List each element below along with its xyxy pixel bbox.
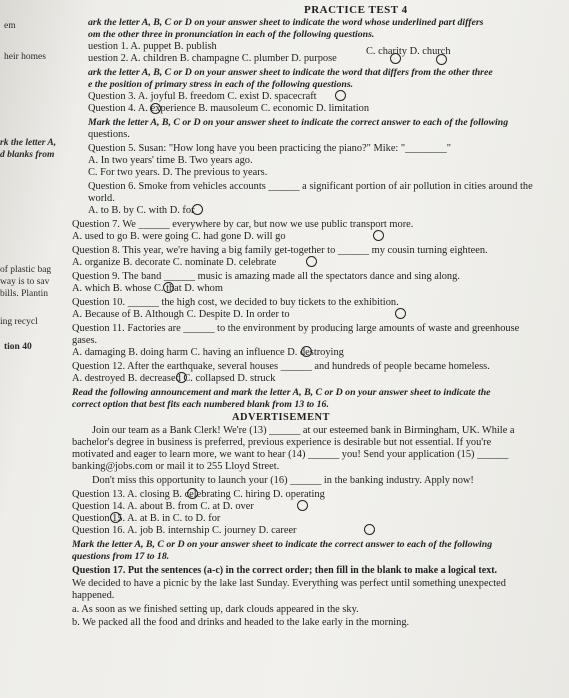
question-line: uestion 1. A. puppet B. publish bbox=[88, 41, 217, 52]
margin-note: of plastic bag bbox=[0, 265, 52, 275]
question-line: Question 4. A. experience B. mausoleum C. economic D. limitation bbox=[88, 103, 370, 114]
option-line: A. Because of B. Although C. Despite D. In order to bbox=[72, 309, 290, 320]
answer-mark bbox=[297, 500, 308, 511]
question-line: Question 17. Put the sentences (a-c) in the correct order; then fill in the blank to make a logical text. bbox=[72, 565, 498, 576]
instruction-text: Mark the letter A, B, C or D on your answer sheet to indicate the correct answer to each of the following bbox=[88, 117, 509, 128]
answer-mark bbox=[110, 512, 121, 523]
question-line: Question 13. A. closing B. celebrating C. hiring D. operating bbox=[72, 489, 325, 500]
answer-mark bbox=[364, 524, 375, 535]
instruction-text: Mark the letter A, B, C or D on your answer sheet to indicate the correct answer to each of the following bbox=[72, 539, 493, 550]
answer-mark bbox=[395, 308, 406, 319]
answer-mark bbox=[163, 282, 174, 293]
option-line: C. For two years. D. The previous to years. bbox=[88, 167, 268, 178]
passage-line: banking@jobs.com or mail it to 255 Lloyd Street. bbox=[72, 461, 280, 472]
answer-mark bbox=[335, 90, 346, 101]
question-line: C. charity D. church bbox=[366, 46, 451, 57]
answer-mark bbox=[390, 53, 401, 64]
answer-mark bbox=[187, 488, 198, 499]
question-line: Question 3. A. joyful B. freedom C. exist D. spacecraft bbox=[88, 91, 317, 102]
option-line: A. to B. by C. with D. for bbox=[88, 205, 195, 216]
question-line: Question 7. We ______ everywhere by car, but now we use public transport more. bbox=[72, 219, 414, 230]
margin-note: tion 40 bbox=[4, 342, 32, 352]
instruction-text: ark the letter A, B, C or D on your answer sheet to indicate the word whose underlined part differs bbox=[88, 17, 484, 28]
question-line: Question 16. A. job B. internship C. journey D. career bbox=[72, 525, 297, 536]
question-line: world. bbox=[88, 193, 115, 204]
instruction-text: e the position of primary stress in each of the following questions. bbox=[88, 79, 354, 90]
question-line: Question 15. A. at B. in C. to D. for bbox=[72, 513, 221, 524]
question-line: Question 14. A. about B. from C. at D. over bbox=[72, 501, 254, 512]
option-line: A. which B. whose C. that D. whom bbox=[72, 283, 223, 294]
page-title: PRACTICE TEST 4 bbox=[304, 4, 408, 16]
answer-mark bbox=[176, 372, 187, 383]
instruction-text: om the other three in pronunciation in each of the following questions. bbox=[88, 29, 375, 40]
answer-mark bbox=[306, 256, 317, 267]
passage-line: motivated and eager to learn more, we want to hear (14) ______ you! Send your application (15) ______ bbox=[72, 449, 509, 460]
passage-line: Join our team as a Bank Clerk! We're (13) ______ at our esteemed bank in Birmingham, UK. While a bbox=[92, 425, 515, 436]
margin-note: em bbox=[4, 21, 16, 31]
question-line: Question 10. ______ the high cost, we decided to buy tickets to the exhibition. bbox=[72, 297, 399, 308]
margin-note: bills. Plantin bbox=[0, 289, 49, 299]
question-line: Question 11. Factories are ______ to the environment by producing large amounts of waste and greenhouse bbox=[72, 323, 520, 334]
instruction-text: correct option that best fits each numbered blank from 13 to 16. bbox=[72, 399, 329, 410]
answer-mark bbox=[436, 54, 447, 65]
option-line: A. destroyed B. decreased C. collapsed D. struck bbox=[72, 373, 276, 384]
passage-line: b. We packed all the food and drinks and headed to the lake early in the morning. bbox=[72, 617, 410, 628]
question-line: Question 8. This year, we're having a big family get-together to ______ my cousin turning eighteen. bbox=[72, 245, 488, 256]
instruction-text: questions. bbox=[88, 129, 130, 140]
question-line: Question 9. The band ______ music is amazing made all the spectators dance and sing along. bbox=[72, 271, 460, 282]
instruction-text: questions from 17 to 18. bbox=[72, 551, 170, 562]
question-line: gases. bbox=[72, 335, 98, 346]
question-line: Question 6. Smoke from vehicles accounts ______ a significant portion of air pollution in cities around the bbox=[88, 181, 533, 192]
answer-mark bbox=[301, 346, 312, 357]
passage-line: We decided to have a picnic by the lake last Sunday. Everything was perfect until something unexpected bbox=[72, 578, 506, 589]
option-line: A. organize B. decorate C. nominate D. celebrate bbox=[72, 257, 277, 268]
margin-note: way is to sav bbox=[0, 277, 50, 287]
passage-line: Don't miss this opportunity to launch your (16) ______ in the banking industry. Apply now! bbox=[92, 475, 474, 486]
instruction-text: ark the letter A, B, C or D on your answer sheet to indicate the word that differs from the other three bbox=[88, 67, 493, 78]
question-line: Question 12. After the earthquake, several houses ______ and hundreds of people became homeless. bbox=[72, 361, 490, 372]
passage-line: happened. bbox=[72, 590, 115, 601]
question-line: Question 5. Susan: "How long have you been practicing the piano?" Mike: "________" bbox=[88, 143, 451, 154]
passage-line: bachelor's degree in business is preferred, previous experience is desirable but not essential. If you're bbox=[72, 437, 492, 448]
instruction-text: Read the following announcement and mark the letter A, B, C or D on your answer sheet to indicate the bbox=[72, 387, 491, 398]
option-line: A. In two years' time B. Two years ago. bbox=[88, 155, 253, 166]
margin-note: ing recycl bbox=[0, 317, 38, 327]
passage-line: a. As soon as we finished setting up, dark clouds appeared in the sky. bbox=[72, 604, 359, 615]
answer-mark bbox=[192, 204, 203, 215]
margin-note: rk the letter A, bbox=[0, 138, 57, 148]
margin-note: heir homes bbox=[4, 52, 46, 62]
question-line: uestion 2. A. children B. champagne C. plumber D. purpose bbox=[88, 53, 337, 64]
option-line: A. damaging B. doing harm C. having an influence D. destroying bbox=[72, 347, 344, 358]
answer-mark bbox=[150, 103, 161, 114]
answer-mark bbox=[373, 230, 384, 241]
advertisement-heading: ADVERTISEMENT bbox=[232, 412, 330, 423]
margin-note: d blanks from bbox=[0, 150, 55, 160]
option-line: A. used to go B. were going C. had gone D. will go bbox=[72, 231, 286, 242]
